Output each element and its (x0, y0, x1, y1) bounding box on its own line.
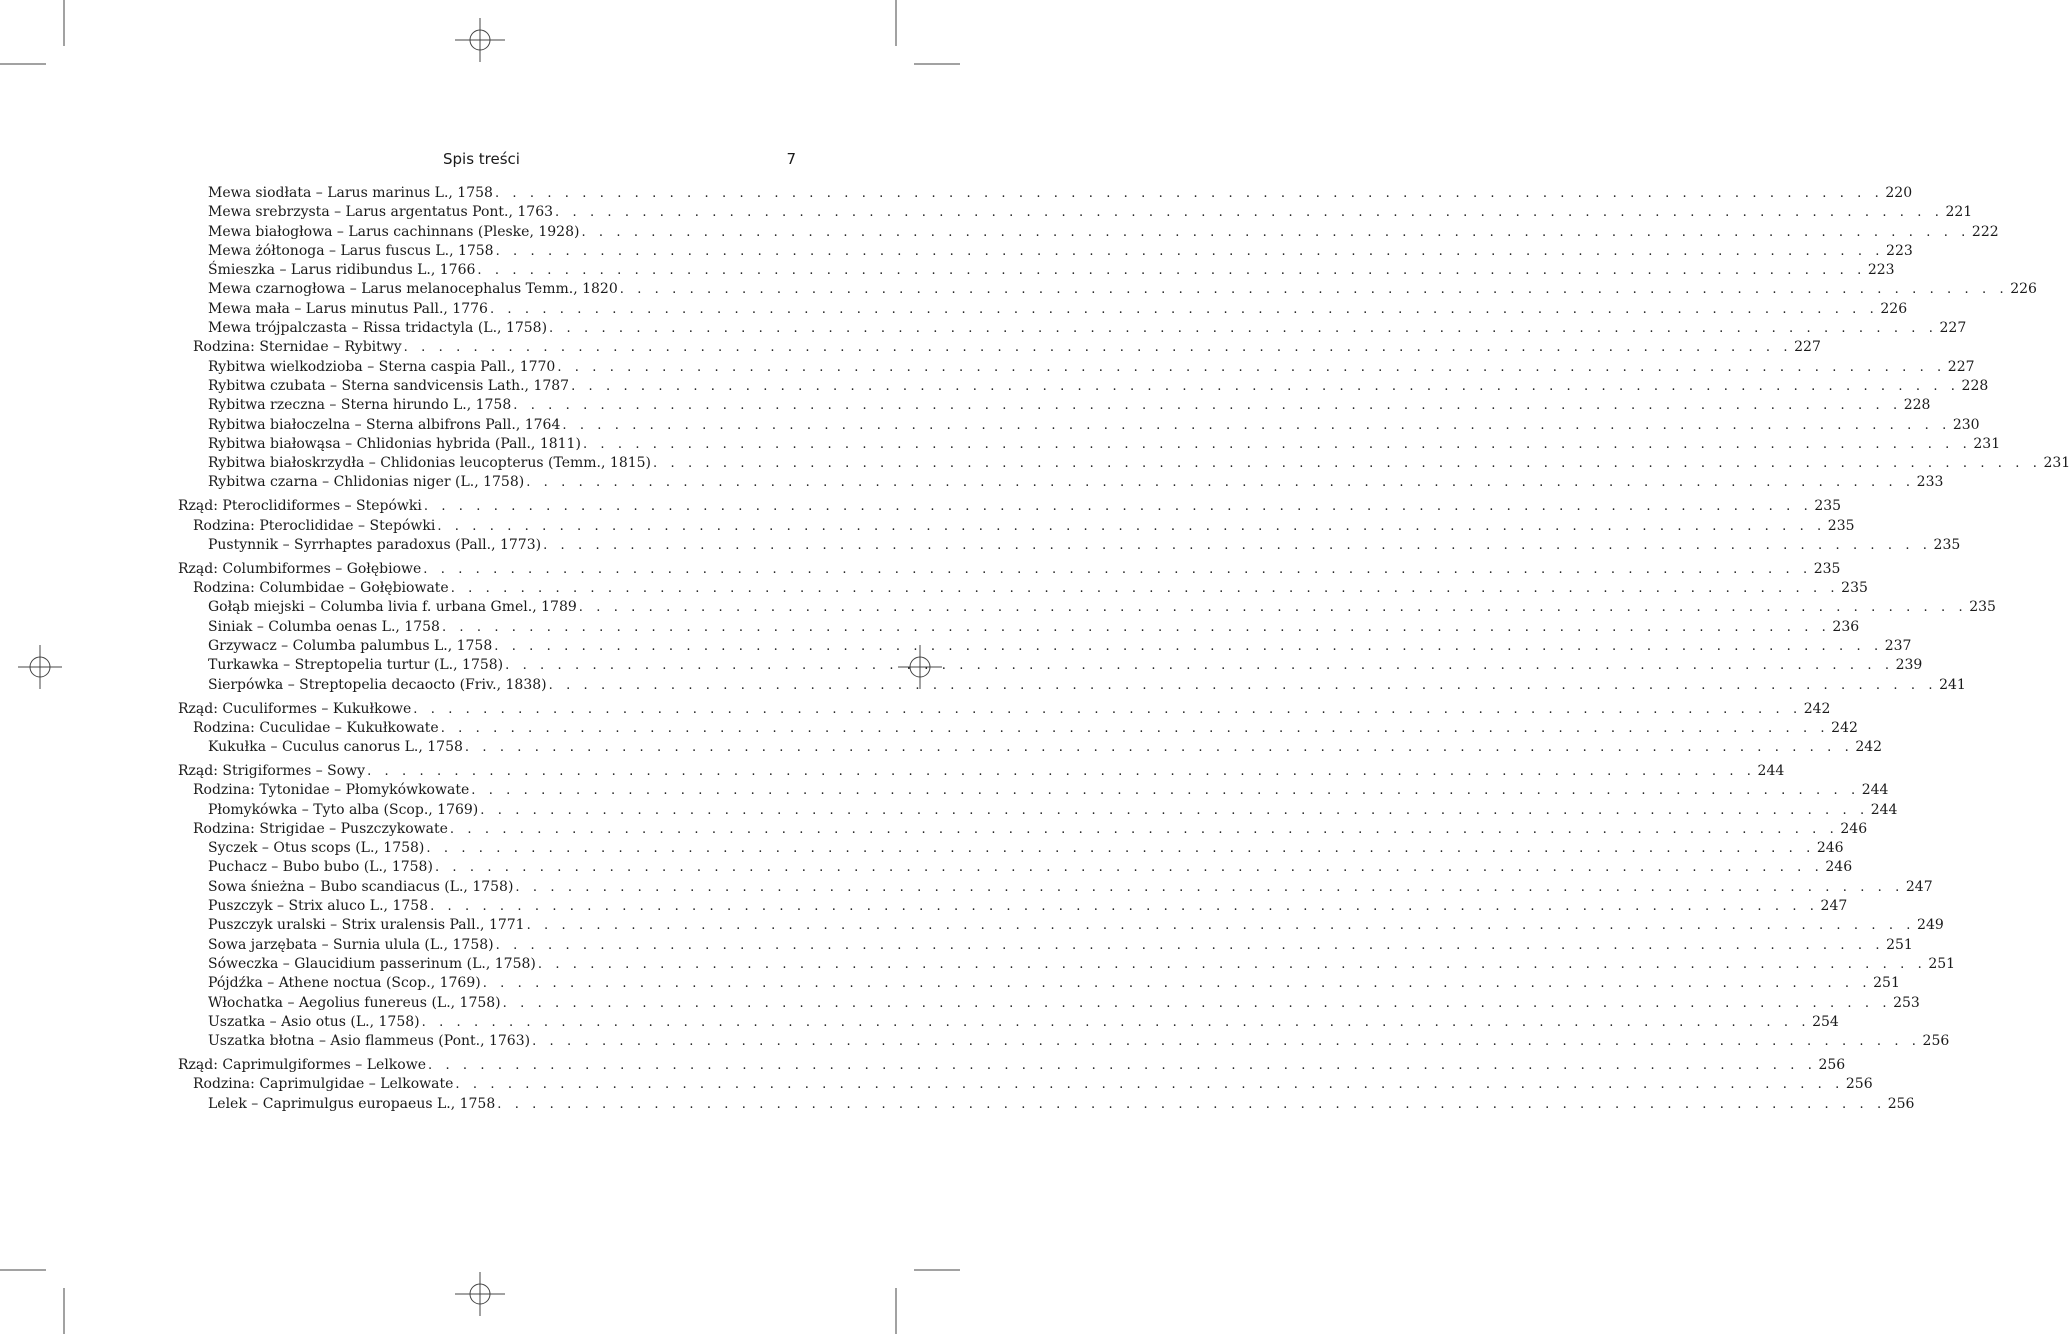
entry-label: Sierpówka – Streptopelia decaocto (Friv., 1838) (208, 676, 547, 693)
entry-label: Puszczyk uralski – Strix uralensis Pall., 1771 (208, 917, 525, 934)
entry-label: Rząd: Strigiformes – Sowy (178, 762, 366, 779)
entry-label: Rodzina: Caprimulgidae – Lelkowate (193, 1076, 454, 1093)
dot-leader: . . . . . . . . . . . . . . . . . . . . . . . . . . . . . . . . . . . . . . . . . . . . . . . . . . . . . . . . . . . . . . . . . . . . . . . . . . . . . . . . (495, 937, 1885, 953)
toc-entry-line (208, 676, 1966, 695)
toc-entry-species (0, 280, 2037, 299)
toc-entry-line (208, 897, 1848, 916)
toc-entry-line (208, 801, 1898, 820)
dot-leader: . . . . . . . . . . . . . . . . . . . . . . . . . . . . . . . . . . . . . . . . . . . . . . . . . . . . . . . . . . . . . . . . . . . . . . . . . . . . . . . . (403, 340, 1793, 356)
toc-entry-species (0, 536, 1961, 555)
entry-label: Sowa jarzębata – Surnia ulula (L., 1758) (208, 936, 494, 953)
toc-entry-line (208, 878, 1933, 897)
entry-page-number: 235 (1827, 517, 1855, 534)
toc-entry-species (0, 319, 1967, 338)
toc-entry-line (193, 719, 1858, 738)
entry-page-number: 256 (1887, 1095, 1915, 1112)
entry-label: Uszatka – Asio otus (L., 1758) (208, 1013, 420, 1030)
toc-entry-line (208, 1032, 1950, 1051)
dot-leader: . . . . . . . . . . . . . . . . . . . . . . . . . . . . . . . . . . . . . . . . . . . . . . . . . . . . . . . . . . . . . . . . . . . . . . . . . . . . . . . . (548, 677, 1938, 693)
toc-entry-family (0, 719, 1858, 738)
toc-entry-line (208, 858, 1853, 877)
entry-page-number: 227 (1947, 358, 1975, 375)
toc-entry-line (208, 358, 1975, 377)
entry-label: Płomykówka – Tyto alba (Scop., 1769) (208, 801, 479, 818)
toc-entry-species (0, 618, 1860, 637)
entry-page-number: 222 (1971, 223, 1999, 240)
dot-leader: . . . . . . . . . . . . . . . . . . . . . . . . . . . . . . . . . . . . . . . . . . . . . . . . . . . . . . . . . . . . . . . . . . . . . . . . . . . . . . . . (494, 639, 1883, 655)
toc-entry-species (0, 955, 1956, 974)
entry-label: Rybitwa białoskrzydła – Chlidonias leucopterus (Temm., 1815) (208, 455, 652, 472)
toc-entry-line (208, 261, 1895, 280)
dot-leader: . . . . . . . . . . . . . . . . . . . . . . . . . . . . . . . . . . . . . . . . . . . . . . . . . . . . . . . . . . . . . . . . . . . . . . . . . . . . . . . . (455, 1077, 1844, 1093)
dot-leader: . . . . . . . . . . . . . . . . . . . . . . . . . . . . . . . . . . . . . . . . . . . . . . . . . . . . . . . . . . . . . . . . . . . . . . . . . . . . . . . . (526, 475, 1915, 491)
dot-leader: . . . . . . . . . . . . . . . . . . . . . . . . . . . . . . . . . . . . . . . . . . . . . . . . . . . . . . . . . . . . . . . . . . . . . . . . . . . . . . . . (505, 658, 1894, 674)
toc-entry-line (208, 377, 1989, 396)
toc-entry-line (208, 936, 1913, 955)
toc-entry-species (0, 1095, 1915, 1114)
toc-entry-species (0, 1032, 1950, 1051)
dot-leader: . . . . . . . . . . . . . . . . . . . . . . . . . . . . . . . . . . . . . . . . . . . . . . . . . . . . . . . . . . . . . . . . . . . . . . . . . . . . . . . . (515, 879, 1904, 895)
toc-entry-line (208, 1095, 1915, 1114)
dot-leader: . . . . . . . . . . . . . . . . . . . . . . . . . . . . . . . . . . . . . . . . . . . . . . . . . . . . . . . . . . . . . . . . . . . . . . . . . . . . . . . . (450, 581, 1840, 597)
entry-label: Rybitwa wielkodzioba – Sterna caspia Pall., 1770 (208, 358, 556, 375)
toc-entry-family (0, 517, 1855, 536)
toc-entry-line (208, 916, 1944, 935)
toc-entry-family (0, 579, 1868, 598)
entry-page-number: 227 (1939, 320, 1967, 337)
dot-leader: . . . . . . . . . . . . . . . . . . . . . . . . . . . . . . . . . . . . . . . . . . . . . . . . . . . . . . . . . . . . . . . . . . . . . . . . . . . . . . . . (440, 720, 1830, 736)
toc-entry-species (0, 358, 1975, 377)
entry-page-number: 241 (1939, 676, 1966, 693)
entry-page-number: 223 (1886, 242, 1913, 259)
dot-leader: . . . . . . . . . . . . . . . . . . . . . . . . . . . . . . . . . . . . . . . . . . . . . . . . . . . . . . . . . . . . . . . . . . . . . . . . . . . . . . . . (441, 619, 1831, 635)
dot-leader: . . . . . . . . . . . . . . . . . . . . . . . . . . . . . . . . . . . . . . . . . . . . . . . . . . . . . . . . . . . . . . . . . . . . . . . . . . . . . . . . (434, 860, 1824, 876)
entry-page-number: 247 (1905, 878, 1933, 895)
toc-entry-species (0, 656, 1923, 675)
toc-entry-line (208, 618, 1860, 637)
entry-label: Syczek – Otus scops (L., 1758) (208, 840, 425, 857)
toc-entry-species (0, 300, 1908, 319)
entry-label: Śmieszka – Larus ridibundus L., 1766 (208, 262, 476, 279)
entry-page-number: 246 (1825, 859, 1853, 876)
toc-entry-species (0, 396, 1931, 415)
entry-page-number: 220 (1885, 185, 1913, 201)
entry-label: Rodzina: Cuculidae – Kukułkowate (193, 719, 439, 736)
entry-label: Puszczyk – Strix aluco L., 1758 (208, 898, 429, 915)
entry-page-number: 251 (1928, 955, 1956, 972)
dot-leader: . . . . . . . . . . . . . . . . . . . . . . . . . . . . . . . . . . . . . . . . . . . . . . . . . . . . . . . . . . . . . . . . . . . . . . . . . . . . . . . . (557, 359, 1946, 375)
dot-leader: . . . . . . . . . . . . . . . . . . . . . . . . . . . . . . . . . . . . . . . . . . . . . . . . . . . . . . . . . . . . . . . . . . . . . . . . . . . . . . . . (426, 841, 1815, 857)
dot-leader: . . . . . . . . . . . . . . . . . . . . . . . . . . . . . . . . . . . . . . . . . . . . . . . . . . . . . . . . . . . . . . . . . . . . . . . . . . . . . . . . (581, 224, 1970, 240)
toc-entry-family (0, 338, 1821, 357)
entry-label: Rybitwa czarna – Chlidonias niger (L., 1758) (208, 474, 525, 491)
entry-page-number: 254 (1812, 1013, 1839, 1030)
toc-entry-species (0, 598, 1996, 617)
entry-page-number: 247 (1820, 898, 1848, 915)
toc-entry-line (208, 396, 1931, 415)
dot-leader: . . . . . . . . . . . . . . . . . . . . . . . . . . . . . . . . . . . . . . . . . . . . . . . . . . . . . . . . . . . . . . . . . . . . . . . . . . . . . . . . (513, 398, 1902, 414)
entry-page-number: 235 (1841, 580, 1868, 597)
entry-page-number: 231 (2043, 455, 2070, 472)
entry-label: Rodzina: Columbidae – Gołębiowate (193, 580, 449, 597)
toc-entry-family (0, 1075, 1873, 1094)
toc-entry-line (208, 738, 1883, 757)
entry-label: Gołąb miejski – Columba livia f. urbana Gmel., 1789 (208, 599, 577, 616)
toc-entry-line (193, 1075, 1873, 1094)
entry-label: Siniak – Columba oenas L., 1758 (208, 618, 440, 635)
toc-entry-species (0, 184, 1913, 203)
entry-page-number: 235 (1969, 599, 1996, 616)
entry-label: Pójdźka – Athene noctua (Scop., 1769) (208, 975, 481, 992)
entry-label: Rząd: Pteroclidiformes – Stepówki (178, 498, 422, 515)
toc-entry-species (0, 473, 1944, 492)
toc-entry-line (208, 454, 2070, 473)
toc-entry-line (208, 184, 1913, 203)
entry-label: Rząd: Caprimulgiformes – Lelkowe (178, 1057, 426, 1074)
toc-entry-species (0, 897, 1848, 916)
entry-label: Mewa siodłata – Larus marinus L., 1758 (208, 185, 493, 201)
entry-label: Włochatka – Aegolius funereus (L., 1758) (208, 994, 501, 1011)
toc-entry-line (208, 319, 1967, 338)
entry-page-number: 233 (1916, 474, 1944, 491)
toc-entry-line (208, 839, 1844, 858)
entry-page-number: 242 (1831, 719, 1858, 736)
entry-label: Rybitwa czubata – Sterna sandvicensis Lath., 1787 (208, 377, 570, 394)
dot-leader: . . . . . . . . . . . . . . . . . . . . . . . . . . . . . . . . . . . . . . . . . . . . . . . . . . . . . . . . . . . . . . . . . . . . . . . . . . . . . . . . (480, 802, 1869, 818)
toc-entry-line (178, 700, 1831, 719)
dot-leader: . . . . . . . . . . . . . . . . . . . . . . . . . . . . . . . . . . . . . . . . . . . . . . . . . . . . . . . . . . . . . . . . . . . . . . . . . . . . . . . . (571, 378, 1960, 394)
entry-page-number: 253 (1893, 994, 1920, 1011)
entry-page-number: 237 (1884, 638, 1912, 655)
entry-page-number: 235 (1933, 536, 1961, 553)
dot-leader: . . . . . . . . . . . . . . . . . . . . . . . . . . . . . . . . . . . . . . . . . . . . . . . . . . . . . . . . . . . . . . . . . . . . . . . . . . . . . . . . (430, 899, 1819, 915)
dot-leader: . . . . . . . . . . . . . . . . . . . . . . . . . . . . . . . . . . . . . . . . . . . . . . . . . . . . . . . . . . . . . . . . . . . . . . . . . . . . . . . . (549, 321, 1938, 337)
dot-leader: . . . . . . . . . . . . . . . . . . . . . . . . . . . . . . . . . . . . . . . . . . . . . . . . . . . . . . . . . . . . . . . . . . . . . . . . . . . . . . . . (423, 499, 1813, 515)
entry-page-number: 256 (1845, 1076, 1873, 1093)
toc-entry-order (0, 497, 1842, 516)
toc-entry-species (0, 416, 1980, 435)
toc-entry-line (193, 338, 1821, 357)
entry-label: Rybitwa rzeczna – Sterna hirundo L., 1758 (208, 397, 512, 414)
entry-page-number: 251 (1886, 936, 1913, 953)
entry-label: Rodzina: Strigidae – Puszczykowate (193, 820, 448, 837)
entry-label: Rząd: Columbiformes – Gołębiowe (178, 560, 422, 577)
dot-leader: . . . . . . . . . . . . . . . . . . . . . . . . . . . . . . . . . . . . . . . . . . . . . . . . . . . . . . . . . . . . . . . . . . . . . . . . . . . . . . . . (495, 243, 1885, 259)
entry-label: Rodzina: Pteroclididae – Stepówki (193, 517, 436, 534)
entry-label: Turkawka – Streptopelia turtur (L., 1758) (208, 657, 504, 674)
dot-leader: . . . . . . . . . . . . . . . . . . . . . . . . . . . . . . . . . . . . . . . . . . . . . . . . . . . . . . . . . . . . . . . . . . . . . . . . . . . . . . . . (578, 600, 1968, 616)
entry-page-number: 228 (1961, 377, 1989, 394)
page-number: 7 (786, 150, 796, 168)
dot-leader: . . . . . . . . . . . . . . . . . . . . . . . . . . . . . . . . . . . . . . . . . . . . . . . . . . . . . . . . . . . . . . . . . . . . . . . . . . . . . . . . (555, 205, 1944, 221)
toc-entry-species (0, 377, 1989, 396)
toc-entry-species (0, 878, 1933, 897)
dot-leader: . . . . . . . . . . . . . . . . . . . . . . . . . . . . . . . . . . . . . . . . . . . . . . . . . . . . . . . . . . . . . . . . . . . . . . . . . . . . . . . . (562, 417, 1951, 433)
entry-label: Mewa srebrzysta – Larus argentatus Pont., 1763 (208, 204, 554, 221)
dot-leader: . . . . . . . . . . . . . . . . . . . . . . . . . . . . . . . . . . . . . . . . . . . . . . . . . . . . . . . . . . . . . . . . . . . . . . . . . . . . . . . . (582, 436, 1972, 452)
entry-page-number: 244 (1870, 801, 1898, 818)
dot-leader: . . . . . . . . . . . . . . . . . . . . . . . . . . . . . . . . . . . . . . . . . . . . . . . . . . . . . . . . . . . . . . . . . . . . . . . . . . . . . . . . (423, 561, 1812, 577)
dot-leader: . . . . . . . . . . . . . . . . . . . . . . . . . . . . . . . . . . . . . . . . . . . . . . . . . . . . . . . . . . . . . . . . . . . . . . . . . . . . . . . . (532, 1034, 1921, 1050)
dot-leader: . . . . . . . . . . . . . . . . . . . . . . . . . . . . . . . . . . . . . . . . . . . . . . . . . . . . . . . . . . . . . . . . . . . . . . . . . . . . . . . . (526, 918, 1916, 934)
toc-entry-order (0, 700, 1831, 719)
toc-entry-species (0, 1013, 1839, 1032)
entry-page-number: 244 (1861, 782, 1889, 799)
toc-entry-species (0, 936, 1913, 955)
toc-entry-line (208, 955, 1956, 974)
entry-label: Rodzina: Sternidae – Rybitwy (193, 339, 402, 356)
dot-leader: . . . . . . . . . . . . . . . . . . . . . . . . . . . . . . . . . . . . . . . . . . . . . . . . . . . . . . . . . . . . . . . . . . . . . . . . . . . . . . . . (449, 821, 1839, 837)
entry-page-number: 242 (1855, 739, 1883, 756)
toc-entry-species (0, 974, 1900, 993)
toc-entry-species (0, 916, 1944, 935)
entry-page-number: 231 (1973, 435, 2001, 452)
entry-page-number: 246 (1816, 840, 1844, 857)
dot-leader: . . . . . . . . . . . . . . . . . . . . . . . . . . . . . . . . . . . . . . . . . . . . . . . . . . . . . . . . . . . . . . . . . . . . . . . . . . . . . . . . (482, 976, 1872, 992)
entry-page-number: 235 (1813, 560, 1841, 577)
toc-entry-line (178, 560, 1841, 579)
entry-label: Lelek – Caprimulgus europaeus L., 1758 (208, 1095, 496, 1112)
toc-entry-line (208, 994, 1920, 1013)
dot-leader: . . . . . . . . . . . . . . . . . . . . . . . . . . . . . . . . . . . . . . . . . . . . . . . . . . . . . . . . . . . . . . . . . . . . . . . . . . . . . . . . (489, 301, 1879, 317)
entry-label: Rodzina: Tytonidae – Płomykówkowate (193, 782, 470, 799)
toc-entry-species (0, 858, 1853, 877)
toc-entry-order (0, 560, 1841, 579)
toc-entry-order (0, 762, 1785, 781)
entry-label: Kukułka – Cuculus canorus L., 1758 (208, 739, 463, 756)
toc-entry-line (193, 781, 1889, 800)
dot-leader: . . . . . . . . . . . . . . . . . . . . . . . . . . . . . . . . . . . . . . . . . . . . . . . . . . . . . . . . . . . . . . . . . . . . . . . . . . . . . . . . (497, 1096, 1886, 1112)
entry-label: Mewa trójpalczasta – Rissa tridactyla (L., 1758) (208, 320, 548, 337)
toc-entry-line (193, 579, 1868, 598)
entry-label: Sowa śnieżna – Bubo scandiacus (L., 1758) (208, 878, 514, 895)
entry-page-number: 227 (1794, 339, 1821, 356)
toc-entry-line (208, 974, 1900, 993)
entry-page-number: 230 (1952, 416, 1980, 433)
toc-entry-species (0, 994, 1920, 1013)
entry-label: Pustynnik – Syrrhaptes paradoxus (Pall., 1773) (208, 536, 542, 553)
toc-entry-species (0, 454, 2070, 473)
toc-entry-line (193, 517, 1855, 536)
entry-page-number: 256 (1818, 1057, 1846, 1074)
entry-page-number: 246 (1840, 820, 1868, 837)
toc-entry-line (208, 435, 2001, 454)
toc-entry-species (0, 203, 1973, 222)
toc-entry-line (178, 497, 1842, 516)
toc-entry-line (208, 300, 1908, 319)
dot-leader: . . . . . . . . . . . . . . . . . . . . . . . . . . . . . . . . . . . . . . . . . . . . . . . . . . . . . . . . . . . . . . . . . . . . . . . . . . . . . . . . (543, 537, 1932, 553)
toc-entry-line (208, 656, 1923, 675)
dot-leader: . . . . . . . . . . . . . . . . . . . . . . . . . . . . . . . . . . . . . . . . . . . . . . . . . . . . . . . . . . . . . . . . . . . . . . . . . . . . . . . . (421, 1014, 1811, 1030)
dot-leader: . . . . . . . . . . . . . . . . . . . . . . . . . . . . . . . . . . . . . . . . . . . . . . . . . . . . . . . . . . . . . . . . . . . . . . . . . . . . . . . . (619, 282, 2009, 298)
toc-entry-line (208, 1013, 1839, 1032)
toc-entry-line (208, 242, 1913, 261)
toc-entry-family (0, 820, 1868, 839)
entry-page-number: 239 (1895, 657, 1923, 674)
dot-leader: . . . . . . . . . . . . . . . . . . . . . . . . . . . . . . . . . . . . . . . . . . . . . . . . . . . . . . . . . . . . . . . . . . . . . . . . . . . . . . . . (367, 763, 1756, 779)
dot-leader: . . . . . . . . . . . . . . . . . . . . . . . . . . . . . . . . . . . . . . . . . . . . . . . . . . . . . . . . . . . . . . . . . . . . . . . . . . . . . . . . (464, 740, 1854, 756)
toc-entry-line (208, 223, 1999, 242)
entry-page-number: 256 (1922, 1033, 1950, 1050)
running-header (208, 150, 796, 170)
toc-entry-species (0, 223, 1999, 242)
toc-entry-species (0, 801, 1898, 820)
toc-entry-line (208, 280, 2037, 299)
entry-label: Rybitwa białowąsa – Chlidonias hybrida (Pall., 1811) (208, 435, 581, 452)
toc-entry-family (0, 781, 1889, 800)
toc-entry-line (208, 416, 1980, 435)
entry-label: Mewa żółtonoga – Larus fuscus L., 1758 (208, 242, 494, 259)
toc-entry-line (208, 637, 1912, 656)
toc-entry-species (0, 637, 1912, 656)
entry-page-number: 226 (1880, 300, 1908, 317)
entry-page-number: 228 (1903, 397, 1931, 414)
entry-label: Grzywacz – Columba palumbus L., 1758 (208, 638, 493, 655)
toc-entry-species (0, 676, 1966, 695)
entry-label: Mewa mała – Larus minutus Pall., 1776 (208, 300, 488, 317)
dot-leader: . . . . . . . . . . . . . . . . . . . . . . . . . . . . . . . . . . . . . . . . . . . . . . . . . . . . . . . . . . . . . . . . . . . . . . . . . . . . . . . . (494, 186, 1884, 201)
dot-leader: . . . . . . . . . . . . . . . . . . . . . . . . . . . . . . . . . . . . . . . . . . . . . . . . . . . . . . . . . . . . . . . . . . . . . . . . . . . . . . . . (653, 456, 2042, 472)
entry-page-number: 244 (1757, 762, 1785, 779)
entry-label: Mewa czarnogłowa – Larus melanocephalus Temm., 1820 (208, 281, 618, 298)
dot-leader: . . . . . . . . . . . . . . . . . . . . . . . . . . . . . . . . . . . . . . . . . . . . . . . . . . . . . . . . . . . . . . . . . . . . . . . . . . . . . . . . (427, 1058, 1817, 1074)
entry-page-number: 249 (1917, 917, 1944, 934)
entry-label: Uszatka błotna – Asio flammeus (Pont., 1763) (208, 1033, 531, 1050)
entry-page-number: 251 (1873, 975, 1900, 992)
toc-entry-line (208, 598, 1996, 617)
entry-label: Rząd: Cuculiformes – Kukułkowe (178, 700, 412, 717)
entry-page-number: 236 (1832, 618, 1860, 635)
dot-leader: . . . . . . . . . . . . . . . . . . . . . . . . . . . . . . . . . . . . . . . . . . . . . . . . . . . . . . . . . . . . . . . . . . . . . . . . . . . . . . . . (413, 701, 1802, 717)
dot-leader: . . . . . . . . . . . . . . . . . . . . . . . . . . . . . . . . . . . . . . . . . . . . . . . . . . . . . . . . . . . . . . . . . . . . . . . . . . . . . . . . (537, 956, 1927, 972)
dot-leader: . . . . . . . . . . . . . . . . . . . . . . . . . . . . . . . . . . . . . . . . . . . . . . . . . . . . . . . . . . . . . . . . . . . . . . . . . . . . . . . . (471, 783, 1860, 799)
toc-entry-species (0, 261, 1895, 280)
toc-entry-order (0, 1056, 1846, 1075)
dot-leader: . . . . . . . . . . . . . . . . . . . . . . . . . . . . . . . . . . . . . . . . . . . . . . . . . . . . . . . . . . . . . . . . . . . . . . . . . . . . . . . . (437, 518, 1826, 534)
toc-entry-line (208, 203, 1973, 222)
entry-page-number: 235 (1814, 498, 1842, 515)
entry-label: Rybitwa białoczelna – Sterna albifrons Pall., 1764 (208, 416, 561, 433)
entry-label: Mewa białogłowa – Larus cachinnans (Pleske, 1928) (208, 223, 580, 240)
entry-label: Puchacz – Bubo bubo (L., 1758) (208, 859, 433, 876)
entry-page-number: 242 (1803, 700, 1831, 717)
header-title: Spis treści (443, 150, 520, 168)
toc-entry-line (208, 473, 1944, 492)
toc-entry-species (0, 839, 1844, 858)
dot-leader: . . . . . . . . . . . . . . . . . . . . . . . . . . . . . . . . . . . . . . . . . . . . . . . . . . . . . . . . . . . . . . . . . . . . . . . . . . . . . . . . (477, 263, 1866, 279)
toc-entry-line (178, 1056, 1846, 1075)
toc-entry-species (0, 242, 1913, 261)
toc-entry-line (208, 536, 1961, 555)
entry-page-number: 223 (1867, 262, 1895, 279)
dot-leader: . . . . . . . . . . . . . . . . . . . . . . . . . . . . . . . . . . . . . . . . . . . . . . . . . . . . . . . . . . . . . . . . . . . . . . . . . . . . . . . . (502, 995, 1892, 1011)
entry-page-number: 221 (1945, 204, 1973, 221)
toc-entry-species (0, 738, 1883, 757)
toc-entry-line (178, 762, 1785, 781)
entry-page-number: 226 (2010, 281, 2037, 298)
toc-entry-line (193, 820, 1868, 839)
entry-label: Sóweczka – Glaucidium passerinum (L., 1758) (208, 955, 536, 972)
toc-entry-species (0, 435, 2001, 454)
table-of-contents (0, 184, 2070, 1114)
